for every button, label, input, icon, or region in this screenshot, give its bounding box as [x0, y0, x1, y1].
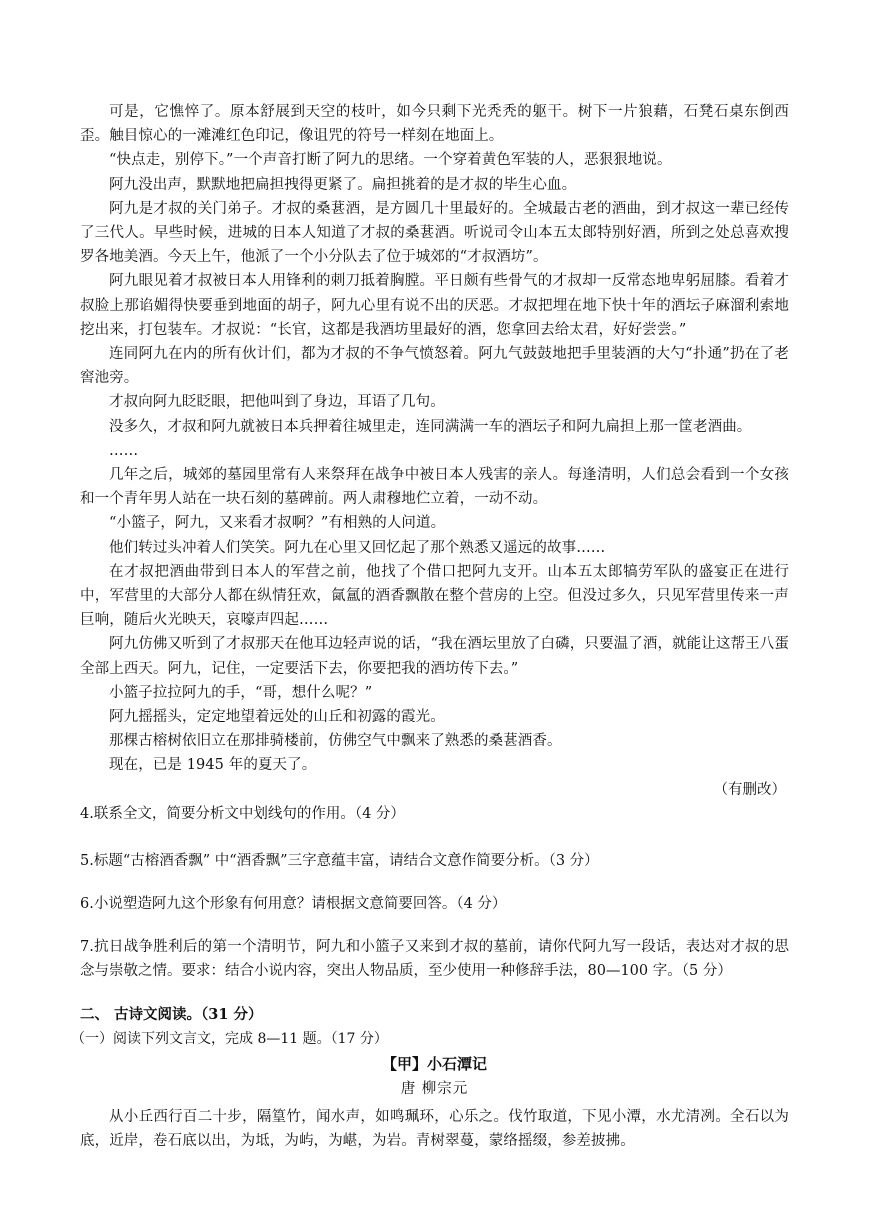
source-note: （有删改）	[713, 781, 786, 798]
ellipsis-break: ……	[109, 442, 139, 459]
story-paragraph: 阿九摇摇头，定定地望着远处的山丘和初露的霞光。	[109, 709, 445, 726]
story-paragraph: 那棵古榕树依旧立在那排骑楼前，仿佛空气中飘来了熟悉的桑葚酒香。	[109, 733, 562, 750]
story-paragraph: 阿九没出声，默默地把扁担拽得更紧了。扁担挑着的是才叔的毕生心血。	[109, 176, 577, 193]
story-paragraph: 阿九仿佛又听到了才叔那天在他耳边轻声说的话，“我在酒坛里放了白磷，只要温了酒，就能让这帮王八蛋全部上西天。阿九，记住，一定要活下去，你要把我的酒坊传下去。”	[80, 636, 789, 677]
passage-paragraph: 从小丘西行百二十步，隔篁竹，闻水声，如鸣珮环，心乐之。伐竹取道，下见小潭，水尤清冽。全石以为底，近岸，卷石底以出，为坻，为屿，为嵁，为岩。青树翠蔓，蒙络摇缀，参差披拂。	[80, 1108, 789, 1149]
story-paragraph: 才叔向阿九眨眨眼，把他叫到了身边，耳语了几句。	[109, 394, 445, 411]
story-paragraph: 阿九眼见着才叔被日本人用锋利的刺刀抵着胸膛。平日颇有些骨气的才叔却一反常态地卑躬屈膝。看着才叔脸上那谄媚得快要垂到地面的胡子，阿九心里有说不出的厌恶。才叔把埋在地下快十年的酒坛子麻溜利索地挖出来，打包装车。才叔说：“长官，这都是我酒坊里最好的酒，您拿回去给太君，好好尝尝。”	[80, 273, 789, 338]
question-7: 7.抗日战争胜利后的第一个清明节，阿九和小篮子又来到才叔的墓前，请你代阿九写一段话，表达对才叔的思念与崇敬之情。要求：结合小说内容，突出人物品质，至少使用一种修辞手法，80—100 字。（5 分）	[80, 938, 789, 979]
story-paragraph: 小篮子拉拉阿九的手，“哥，想什么呢？”	[109, 684, 373, 701]
story-paragraph: “快点走，别停下。”一个声音打断了阿九的思绪。一个穿着黄色军装的人，恶狠狠地说。	[109, 152, 672, 169]
story-paragraph: 几年之后，城郊的墓园里常有人来祭拜在战争中被日本人残害的亲人。每逢清明，人们总会看到一个女孩和一个青年男人站在一块石刻的墓碑前。两人肃穆地伫立着，一动不动。	[80, 467, 789, 508]
story-paragraph: 他们转过头冲着人们笑笑。阿九在心里又回忆起了那个熟悉又遥远的故事……	[109, 539, 606, 556]
question-4: 4.联系全文，简要分析文中划线句的作用。（4 分）	[80, 805, 405, 822]
passage-title: 【甲】小石潭记	[381, 1054, 487, 1073]
document-page	[71, 100, 789, 1153]
question-6: 6.小说塑造阿九这个形象有何用意？请根据文意简要回答。（4 分）	[80, 895, 507, 912]
question-5: 5.标题“古榕酒香飘” 中“酒香飘”三字意蕴丰富，请结合文意作简要分析。（3 分）	[80, 852, 599, 869]
story-text	[80, 100, 789, 802]
story-paragraph: “小篮子，阿九，又来看才叔啊？”有相熟的人问道。	[109, 515, 446, 532]
questions	[80, 802, 789, 983]
story-paragraph: 现在，已是 1945 年的夏天了。	[109, 757, 317, 774]
story-paragraph: 阿九是才叔的关门弟子。才叔的桑葚酒，是方圆几十里最好的。全城最古老的酒曲，到才叔这一辈已经传了三代人。早些时候，进城的日本人知道了才叔的桑葚酒。听说司令山本五太郎特别好酒，所到之处总喜欢搜罗各地美酒。今天上午，他派了一个小分队去了位于城郊的“才叔酒坊”。	[80, 200, 789, 266]
passage-author: 唐 柳宗元	[400, 1080, 469, 1097]
story-paragraph: 没多久，才叔和阿九就被日本兵押着往城里走，连同满满一车的酒坛子和阿九扁担上那一筐老酒曲。	[109, 418, 752, 435]
story-paragraph: 连同阿九在内的所有伙计们，都为才叔的不争气愤怒着。阿九气鼓鼓地把手里装酒的大勺“扑通”扔在了老窖池旁。	[80, 346, 789, 387]
section-subheading: （一）阅读下列文言文，完成 8—11 题。（17 分）	[71, 1030, 388, 1047]
section-classical-reading	[71, 1003, 789, 1153]
story-paragraph: 可是，它憔悴了。原本舒展到天空的枝叶，如今只剩下光秃秃的躯干。树下一片狼藉，石凳石桌东倒西歪。触目惊心的一滩滩红色印记，像诅咒的符号一样刻在地面上。	[80, 104, 789, 145]
section-heading: 二、 古诗文阅读。（31 分）	[80, 1005, 263, 1023]
story-paragraph: 在才叔把酒曲带到日本人的军营之前，他找了个借口把阿九支开。山本五太郎犒劳军队的盛宴正在进行中，军营里的大部分人都在纵情狂欢，氤氲的酒香飘散在整个营房的上空。但没过多久，只见军营里传来一声巨响，随后火光映天，哀嚎声四起……	[80, 563, 789, 629]
